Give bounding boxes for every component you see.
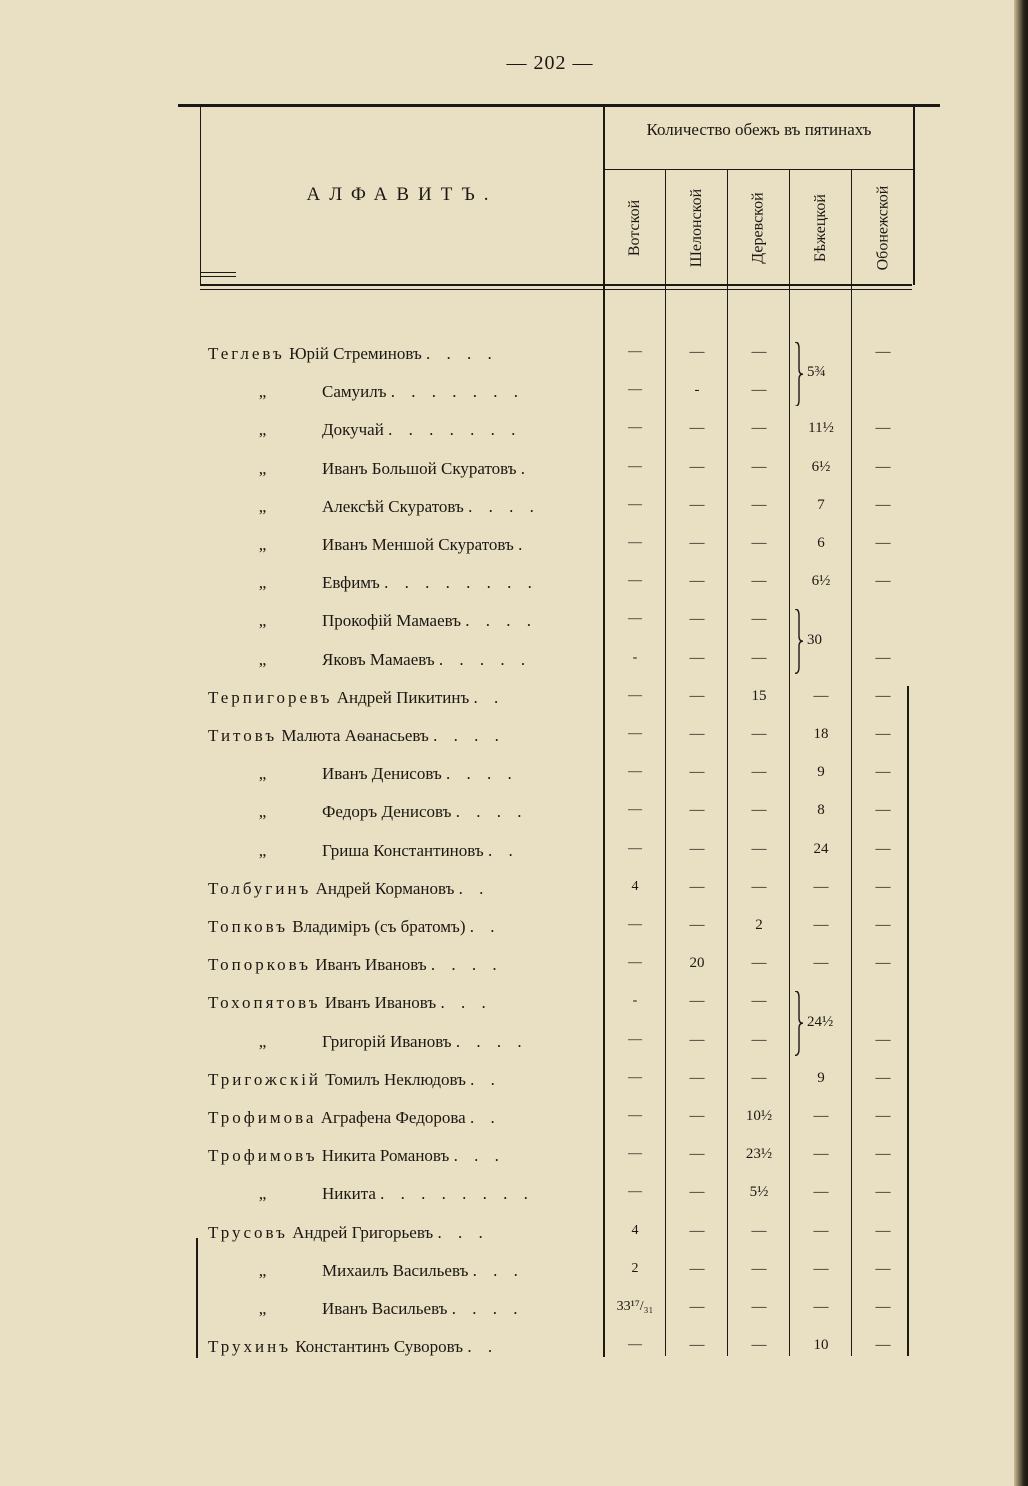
obezh-value: — <box>875 649 891 666</box>
surname: Трофимова <box>208 1108 317 1127</box>
column-header-bezhetskoy: Бѣжецкой <box>812 194 829 262</box>
person-name <box>208 459 588 479</box>
obezh-value: — <box>875 1222 891 1239</box>
brace-icon <box>793 342 805 406</box>
obezh-value: — <box>689 496 705 513</box>
leader-dots: . . . . <box>446 764 518 784</box>
given-name: Григорій Ивановъ <box>322 1031 452 1051</box>
column-header-obonezhskoy: Обонежской <box>874 185 891 271</box>
obezh-value: — <box>628 840 642 856</box>
obezh-value: — <box>813 1299 829 1315</box>
given-name: Федоръ Денисовъ <box>322 802 452 822</box>
obezh-value: — <box>628 382 642 398</box>
obezh-value: — <box>751 420 767 437</box>
given-name: Малюта Аѳанасьевъ <box>281 726 429 745</box>
obezh-value: — <box>628 344 642 359</box>
obezh-value: — <box>751 1260 767 1277</box>
given-name: Гриша Константиновъ <box>322 840 484 860</box>
leader-dots: . . <box>473 687 505 707</box>
table-row <box>0 1253 1028 1291</box>
table-row <box>0 794 1028 832</box>
obezh-value: — <box>751 611 767 628</box>
leader-dots: . . <box>469 917 501 936</box>
given-name: Андрей Григорьевъ <box>292 1222 434 1242</box>
obezh-value: — <box>875 1260 891 1277</box>
obezh-value: — <box>875 726 891 742</box>
alphabet-heading: АЛФАВИТЪ. <box>306 184 498 205</box>
obezh-value: 5½ <box>749 1184 769 1201</box>
obezh-value: — <box>875 802 891 819</box>
person-name <box>208 1337 588 1357</box>
table-row <box>0 603 1028 641</box>
obezh-value: — <box>628 917 642 932</box>
obezh-value: — <box>751 1031 767 1048</box>
obezh-value: — <box>628 535 642 550</box>
obezh-value: 4 <box>631 878 639 894</box>
obezh-value: — <box>813 1222 829 1239</box>
surname: Теглевъ <box>208 344 285 363</box>
obezh-value: — <box>689 687 705 704</box>
column-header-derevskoy: Деревской <box>750 192 767 264</box>
given-name: Иванъ Васильевъ <box>322 1299 448 1318</box>
obezh-value: — <box>689 535 705 551</box>
obezh-value: 10 <box>813 1337 829 1354</box>
leader-dots: . . . <box>437 1222 489 1242</box>
obezh-value: — <box>628 764 642 780</box>
leader-dots: . <box>518 535 529 554</box>
person-name <box>208 1070 588 1090</box>
person-name <box>208 1108 588 1128</box>
obezh-value: — <box>813 1108 829 1124</box>
obezh-value: — <box>628 1184 642 1200</box>
person-name <box>208 573 588 593</box>
obezh-value: — <box>628 573 642 589</box>
obezh-value: — <box>751 458 767 475</box>
obezh-value: — <box>689 573 705 590</box>
obezh-value: — <box>875 1337 891 1354</box>
surname: „ <box>258 382 270 402</box>
obezh-value: — <box>628 420 642 436</box>
leader-dots: . . . . <box>451 1299 524 1318</box>
obezh-value: — <box>875 535 891 551</box>
obezh-value: — <box>689 458 705 475</box>
person-name <box>208 382 588 402</box>
obezh-value: 7 <box>817 496 825 513</box>
given-name: Никита Романовъ <box>321 1146 450 1166</box>
leader-dots: . . . . <box>468 496 540 516</box>
given-name: Алексѣй Скуратовъ <box>322 496 464 516</box>
leader-dots: . . . <box>440 993 492 1013</box>
surname: „ <box>258 840 270 860</box>
table-row <box>0 718 1028 756</box>
obezh-value: — <box>628 1146 642 1162</box>
surname: „ <box>258 458 270 478</box>
person-name <box>208 688 588 708</box>
surname: Топорковъ <box>208 955 311 975</box>
obezh-value: — <box>689 1337 705 1354</box>
brace-icon <box>793 609 805 673</box>
obezh-value: — <box>751 649 767 666</box>
table-row <box>0 1100 1028 1138</box>
table-row <box>0 1291 1028 1329</box>
obezh-value: — <box>751 840 767 857</box>
surname: „ <box>258 535 270 554</box>
page-number: — 202 — <box>506 52 594 74</box>
obezh-value: — <box>689 1108 705 1124</box>
obezh-value: — <box>628 611 642 627</box>
obezh-value: — <box>689 917 705 933</box>
obezh-value: — <box>628 496 642 512</box>
given-name: Владиміръ (съ братомъ) <box>292 917 466 936</box>
surname: Топковъ <box>208 917 288 936</box>
obezh-value: — <box>689 1222 705 1239</box>
person-name <box>208 611 588 631</box>
table-row <box>0 833 1028 871</box>
person-name <box>208 497 588 517</box>
table-row <box>0 374 1028 412</box>
person-name <box>208 650 588 670</box>
header-bottom-rule <box>200 284 912 286</box>
leader-dots: . . . <box>472 1260 524 1280</box>
leader-dots: . . . . . . . <box>388 420 522 440</box>
obezh-value: — <box>689 1260 705 1277</box>
obezh-value: — <box>628 458 642 474</box>
obezh-value: — <box>689 420 705 437</box>
column-header-shelonskoy: Шелонской <box>688 188 706 268</box>
table-row <box>0 642 1028 680</box>
person-name <box>208 1261 588 1281</box>
person-name <box>208 955 588 975</box>
obezh-value: — <box>751 955 767 972</box>
given-name: Докучай <box>322 420 384 440</box>
table-row <box>0 871 1028 909</box>
brace-label: 30 <box>807 631 822 648</box>
person-name <box>208 841 588 861</box>
obezh-value: — <box>875 1146 891 1163</box>
person-name <box>208 1223 588 1243</box>
obezh-value: — <box>875 420 891 437</box>
obezh-value: — <box>813 1146 829 1163</box>
given-name: Андрей Пикитинъ <box>336 687 470 707</box>
obezh-value: — <box>628 726 642 741</box>
table-row <box>0 1215 1028 1253</box>
obezh-value: — <box>689 802 705 819</box>
obezh-value: — <box>628 802 642 818</box>
obezh-value: — <box>689 1031 705 1048</box>
obezh-value: 24 <box>813 840 829 857</box>
leader-dots: . . <box>487 840 519 860</box>
header-double-rule-a <box>200 272 236 273</box>
given-name: Иванъ Ивановъ <box>315 955 427 975</box>
surname: „ <box>258 1299 270 1318</box>
obezh-value: — <box>628 1031 642 1047</box>
leader-dots: . . . <box>453 1146 505 1166</box>
obezh-value: — <box>875 458 891 475</box>
surname: Титовъ <box>208 726 278 745</box>
brace-group-value <box>791 991 851 1055</box>
table-row <box>0 1024 1028 1062</box>
table-row <box>0 565 1028 603</box>
leader-dots: . . . . <box>430 955 503 975</box>
leader-dots: . . . . <box>455 1031 528 1051</box>
leader-dots: . . <box>469 1108 501 1127</box>
surname: Толбугинъ <box>208 878 312 898</box>
obezh-value: — <box>875 1299 891 1315</box>
brace-group-value <box>791 609 851 673</box>
obezh-value: — <box>689 649 705 666</box>
obezh-value: 23½ <box>745 1146 773 1163</box>
given-name: Томилъ Неклюдовъ <box>325 1069 466 1089</box>
obezh-value: 2 <box>631 1260 639 1276</box>
person-name <box>208 1299 588 1319</box>
obezh-value: — <box>751 1069 767 1086</box>
surname: „ <box>258 420 270 440</box>
obezh-value: — <box>875 344 891 360</box>
leader-dots: . . . . <box>426 344 498 363</box>
surname: „ <box>258 496 270 516</box>
obezh-value: — <box>751 1222 767 1239</box>
obezh-value: — <box>689 878 705 895</box>
table-row <box>0 1176 1028 1214</box>
obezh-value: — <box>689 1299 705 1315</box>
obezh-value: — <box>875 1031 891 1048</box>
given-name: Прокофій Мамаевъ <box>322 611 462 631</box>
obezh-value: — <box>751 535 767 551</box>
surname: „ <box>258 1184 270 1204</box>
person-name <box>208 802 588 822</box>
table-row <box>0 451 1028 489</box>
leader-dots: . . . . <box>433 726 505 745</box>
obezh-value: — <box>875 955 891 972</box>
surname: Трусовъ <box>208 1222 288 1242</box>
obezh-value: — <box>628 1108 642 1123</box>
obezh-value: — <box>751 382 767 399</box>
obezh-value: 20 <box>689 955 705 972</box>
table-row <box>0 680 1028 718</box>
obezh-value: — <box>813 1260 829 1277</box>
top-rule <box>178 104 940 107</box>
obezh-value: — <box>689 344 705 360</box>
given-name: Иванъ Большой Скуратовъ <box>322 458 517 478</box>
surname: „ <box>258 1031 270 1051</box>
obezh-value: — <box>875 573 891 590</box>
obezh-value: 6½ <box>811 458 831 475</box>
person-name <box>208 344 588 364</box>
obezh-value: — <box>813 917 829 933</box>
obezh-value: — <box>751 1337 767 1354</box>
given-name: Иванъ Меншой Скуратовъ <box>322 535 514 554</box>
table-row <box>0 756 1028 794</box>
given-name: Самуилъ <box>322 382 387 402</box>
person-name <box>208 764 588 784</box>
table-row <box>0 1062 1028 1100</box>
obezh-value: — <box>751 573 767 590</box>
obezh-value: — <box>875 1184 891 1201</box>
person-name <box>208 535 588 555</box>
obezh-value: 6½ <box>811 573 831 590</box>
table-row <box>0 947 1028 985</box>
obezh-value: — <box>751 878 767 895</box>
header-bottom-rule-2 <box>200 289 912 290</box>
obezh-value: 4 <box>631 1222 639 1238</box>
person-name <box>208 420 588 440</box>
given-name: Андрей Кормановъ <box>315 878 455 898</box>
obezh-value: — <box>689 1069 705 1086</box>
surname: Тригожскій <box>208 1069 322 1089</box>
leader-dots: . . . . . . . . <box>380 1184 534 1204</box>
given-name: Михаилъ Васильевъ <box>322 1260 469 1280</box>
obezh-value: 9 <box>817 764 825 781</box>
leader-dots: . . <box>470 1069 501 1089</box>
obezh-value: — <box>875 840 891 857</box>
table-row <box>0 489 1028 527</box>
obezh-value: 33¹⁷/₃₁ <box>616 1299 654 1314</box>
brace-group-value <box>791 342 851 406</box>
table-row <box>0 527 1028 565</box>
surname: „ <box>258 573 270 593</box>
obezh-value: — <box>751 1299 767 1315</box>
obezh-value: 18 <box>813 726 829 742</box>
surname: „ <box>258 1260 270 1280</box>
group-head-rule <box>604 169 914 170</box>
obezh-value: — <box>689 1184 705 1201</box>
brace-label: 5¾ <box>807 364 826 381</box>
person-name <box>208 1146 588 1166</box>
leader-dots: . . <box>458 878 490 898</box>
obezh-value: — <box>751 496 767 513</box>
surname: „ <box>258 802 270 822</box>
obezh-value: — <box>689 726 705 742</box>
given-name: Константинъ Суворовъ <box>295 1337 464 1357</box>
table-row <box>0 985 1028 1023</box>
obezh-value: - <box>632 649 638 665</box>
person-name <box>208 993 588 1013</box>
obezh-value: — <box>875 878 891 895</box>
obezh-value: — <box>875 496 891 513</box>
table-row <box>0 909 1028 947</box>
person-name <box>208 917 588 937</box>
obezh-value: — <box>751 344 767 360</box>
obezh-value: - <box>632 993 638 1009</box>
surname: Тохопятовъ <box>208 993 321 1013</box>
obezh-value: — <box>751 802 767 819</box>
given-name: Аграфена Федорова <box>320 1108 466 1127</box>
obezh-group-heading: Количество обежъ въ пятинахъ <box>646 120 872 139</box>
obezh-value: — <box>628 1069 642 1085</box>
given-name: Евфимъ <box>322 573 380 593</box>
given-name: Никита <box>322 1184 376 1204</box>
obezh-value: 15 <box>751 687 767 704</box>
obezh-value: - <box>694 382 700 399</box>
obezh-value: — <box>813 955 829 972</box>
brace-label: 24½ <box>807 1013 834 1030</box>
obezh-value: — <box>689 840 705 857</box>
person-name <box>208 1184 588 1204</box>
obezh-value: — <box>875 1108 891 1124</box>
obezh-value: — <box>689 993 705 1010</box>
surname: „ <box>258 649 270 669</box>
obezh-value: — <box>689 611 705 628</box>
table-row <box>0 336 1028 374</box>
person-name <box>208 879 588 899</box>
obezh-value: — <box>813 878 829 895</box>
obezh-value: 11½ <box>808 420 834 437</box>
surname: „ <box>258 611 270 631</box>
leader-dots: . <box>520 458 532 478</box>
leader-dots: . . . . <box>465 611 538 631</box>
obezh-value: 10½ <box>745 1108 773 1124</box>
obezh-value: — <box>689 764 705 781</box>
obezh-value: — <box>628 687 642 703</box>
obezh-value: — <box>689 1146 705 1163</box>
brace-icon <box>793 991 805 1055</box>
obezh-value: — <box>628 955 642 971</box>
leader-dots: . . <box>467 1337 499 1357</box>
table-row <box>0 1138 1028 1176</box>
table-row <box>0 1329 1028 1367</box>
surname: Терпигоревъ <box>208 687 333 707</box>
surname: Трухинъ <box>208 1337 291 1357</box>
obezh-value: — <box>813 1184 829 1201</box>
obezh-value: — <box>875 1069 891 1086</box>
table-row <box>0 412 1028 450</box>
column-header-votskoy: Вотской <box>626 199 643 257</box>
obezh-value: — <box>751 993 767 1010</box>
given-name: Яковъ Мамаевъ <box>322 649 435 669</box>
obezh-value: — <box>813 687 829 704</box>
leader-dots: . . . . . . . . <box>384 573 538 593</box>
surname: „ <box>258 764 270 784</box>
obezh-value: 8 <box>817 802 825 819</box>
obezh-value: — <box>875 764 891 781</box>
obezh-value: — <box>875 917 891 933</box>
leader-dots: . . . . . <box>438 649 532 669</box>
person-name <box>208 726 588 746</box>
obezh-value: 2 <box>755 917 763 933</box>
header-double-rule-b <box>200 276 236 277</box>
surname: Трофимовъ <box>208 1146 318 1166</box>
obezh-value: 6 <box>817 535 825 551</box>
leader-dots: . . . . <box>455 802 528 822</box>
obezh-value: — <box>751 726 767 742</box>
obezh-value: — <box>875 687 891 704</box>
person-name <box>208 1032 588 1052</box>
obezh-value: — <box>751 764 767 781</box>
obezh-value: — <box>628 1337 642 1353</box>
given-name: Юрій Стреминовъ <box>289 344 422 363</box>
given-name: Иванъ Ивановъ <box>324 993 437 1013</box>
given-name: Иванъ Денисовъ <box>322 764 442 784</box>
obezh-value: 9 <box>817 1069 825 1086</box>
leader-dots: . . . . . . . <box>390 382 525 402</box>
